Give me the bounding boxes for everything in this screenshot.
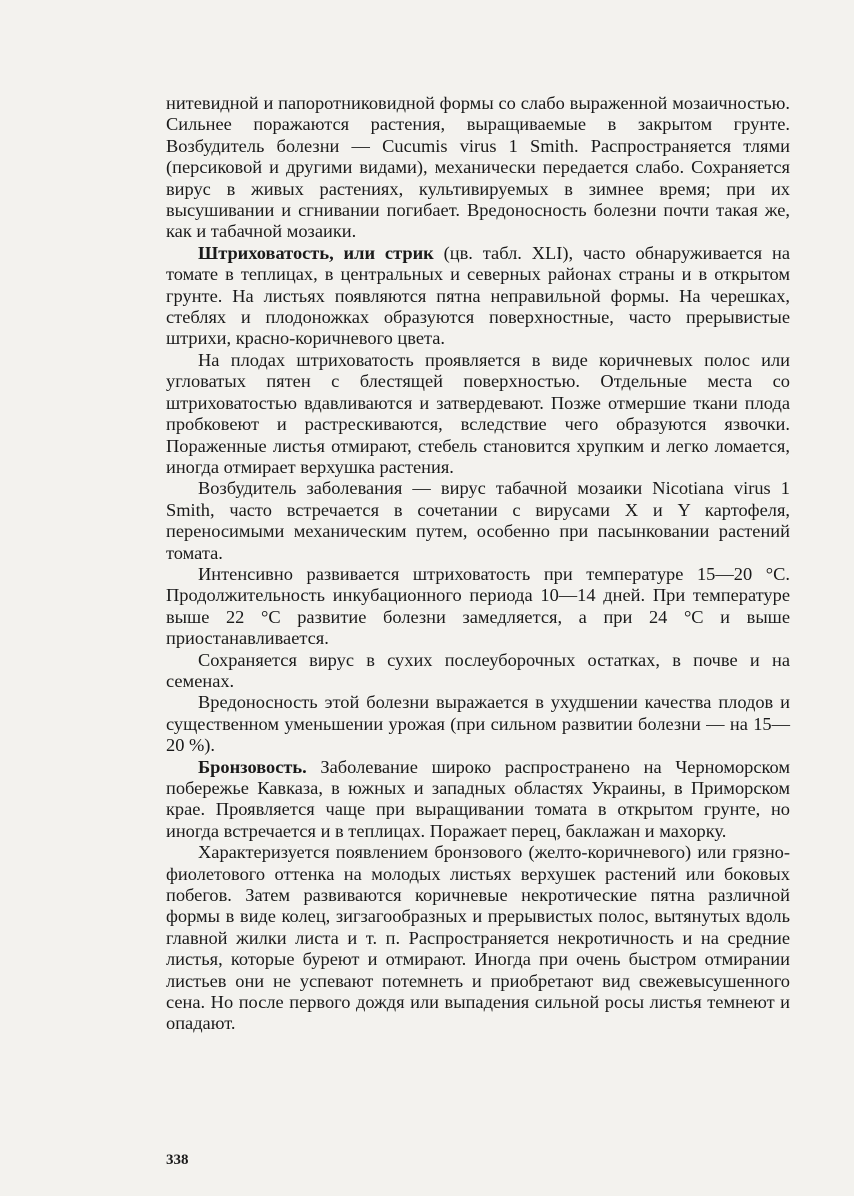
paragraph-text: Заболевание широко распространено на Черноморском побережье Кавказа, в южных и западных областях Украины, в Приморском крае. Проявляется чаще при выращивании томата в открытом грунте, но иногда встречается и в теплицах. Поражает перец, баклажан и махорку. [166, 756, 790, 841]
paragraph-text: (цв. табл. XLI), часто обнаруживается на томате в теплицах, в центральных и северных районах страны и в открытом грунте. На листьях появляются пятна неправильной формы. На черешках, стеблях и плодоножках образуются поверхностные, часто прерывистые штрихи, красно-коричневого цвета. [166, 242, 790, 349]
page-body [166, 93, 790, 1035]
paragraph-bronze-intro [166, 757, 790, 843]
paragraph-text: Вредоносность этой болезни выражается в ухудшении качества плодов и существенном уменьшении урожая (при сильном развитии болезни — на 15—20 %). [166, 692, 790, 756]
section-heading-bronze: Бронзовость. [198, 756, 307, 777]
section-heading-streak: Штриховатость, или стрик [198, 242, 434, 263]
paragraph-streak-temperature [166, 564, 790, 650]
page-number: 338 [166, 1152, 189, 1168]
paragraph-mosaic-continuation [166, 93, 790, 243]
paragraph-text: нитевидной и папоротниковидной формы со слабо выраженной мозаичностью. Сильнее поражаются растения, выращиваемые в закрытом грунте. Возбудитель болезни — Cucumis virus 1 Smith. Распространяется тлями (персиковой и другими видами), механически передается слабо. Сохраняется вирус в живых растениях, культивируемых в зимнее время; при их высушивании и сгнивании погибает. Вредоносность болезни почти такая же, как и табачной мозаики. [166, 93, 790, 242]
paragraph-streak-pathogen [166, 478, 790, 564]
paragraph-text: Возбудитель заболевания — вирус табачной мозаики Nicotiana virus 1 Smith, часто встречается в сочетании с вирусами X и Y картофеля, переносимыми механическим путем, особенно при пасынковании растений томата. [166, 478, 790, 563]
paragraph-streak-fruits [166, 350, 790, 478]
paragraph-streak-harm [166, 692, 790, 756]
paragraph-text: Характеризуется появлением бронзового (желто-коричневого) или грязно-фиолетового оттенка на молодых листьях верхушек растений или боковых побегов. Затем развиваются коричневые некротические пятна различной формы в виде колец, зигзагообразных и прерывистых полос, вытянутых вдоль главной жилки листа и т. п. Распространяется некротичность и на средние листья, которые буреют и отмирают. Иногда при очень быстром отмирании листьев они не успевают потемнеть и приобретают вид свежевысушенного сена. Но после первого дождя или выпадения сильной росы листья темнеют и опадают. [166, 842, 790, 1034]
paragraph-text: На плодах штриховатость проявляется в виде коричневых полос или угловатых пятен с блестящей поверхностью. Отдельные места со штриховатостью вдавливаются и затвердевают. Позже отмершие ткани плода пробковеют и растрескиваются, вследствие чего образуются язвочки. Пораженные листья отмирают, стебель становится хрупким и легко ломается, иногда отмирает верхушка растения. [166, 349, 790, 477]
paragraph-text: Интенсивно развивается штриховатость при температуре 15—20 °С. Продолжительность инкубационного периода 10—14 дней. При температуре выше 22 °С развитие болезни замедляется, а при 24 °С и выше приостанавливается. [166, 563, 790, 649]
paragraph-bronze-symptoms [166, 842, 790, 1035]
paragraph-text: Сохраняется вирус в сухих послеуборочных остатках, в почве и на семенах. [166, 649, 790, 691]
paragraph-streak-survival [166, 650, 790, 693]
paragraph-streak-intro [166, 243, 790, 350]
